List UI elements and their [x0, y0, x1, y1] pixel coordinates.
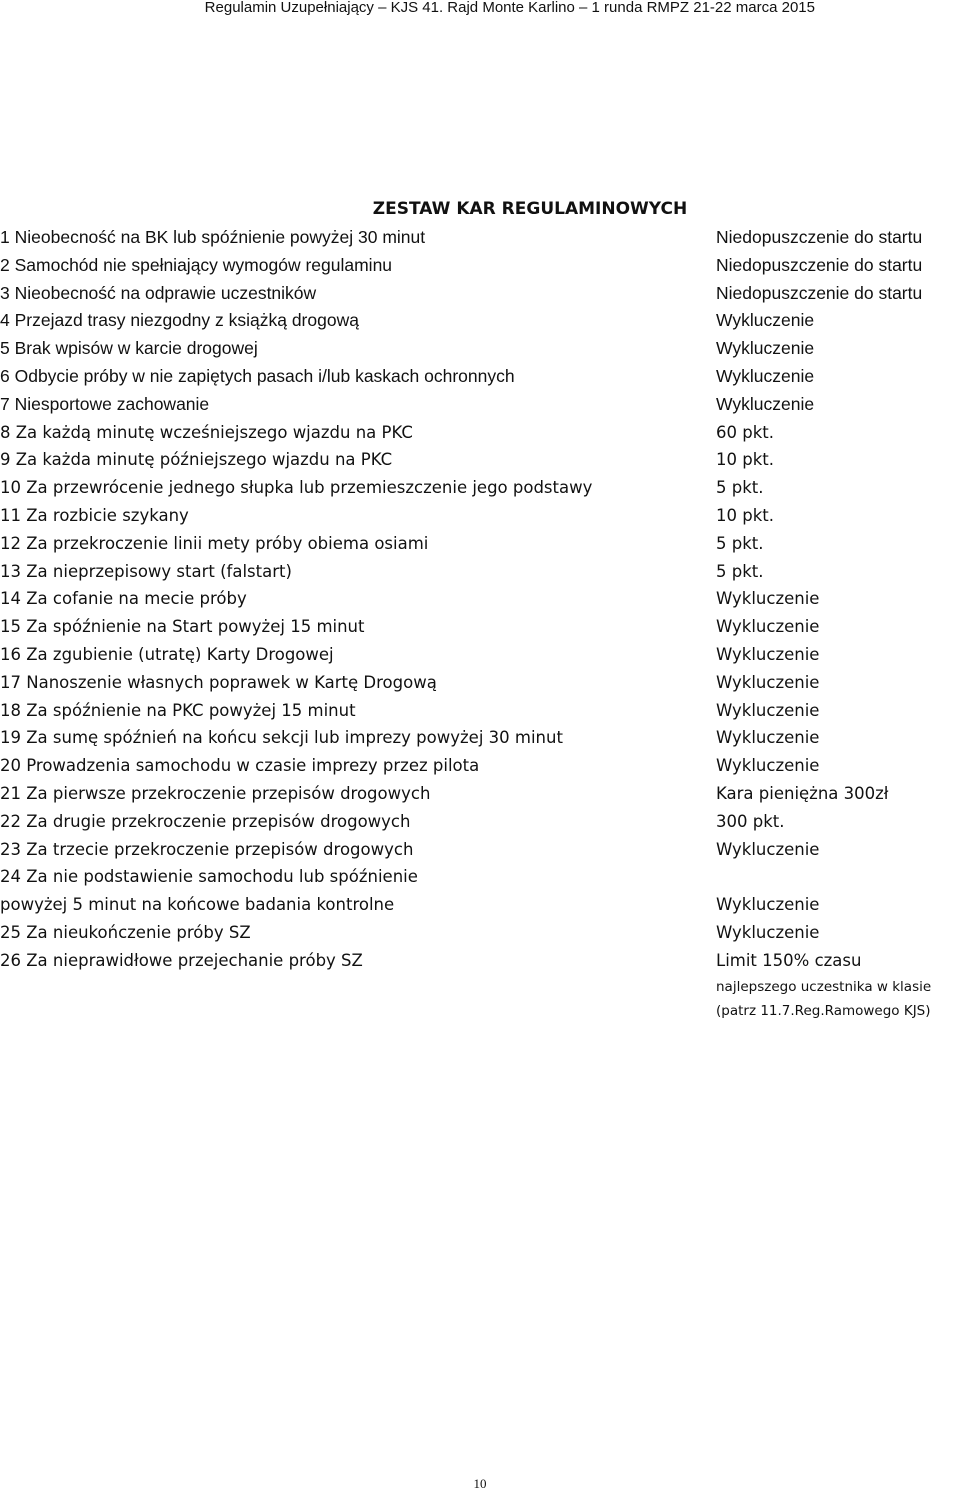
- penalty-value: Wykluczenie: [716, 839, 820, 859]
- penalty-number: 25: [0, 922, 27, 942]
- penalty-description: Za przekroczenie linii mety próby obiema osiami: [26, 533, 429, 553]
- penalty-description: Nieobecność na BK lub spóźnienie powyżej 30 minut: [14, 227, 426, 247]
- penalty-description: Odbycie próby w nie zapiętych pasach i/lub kaskach ochronnych: [14, 365, 515, 386]
- penalty-number: 24: [0, 867, 27, 887]
- penalty-row: [0, 808, 960, 836]
- penalty-row: [0, 585, 960, 613]
- penalty-row: [0, 363, 960, 391]
- penalty-number: 14: [0, 589, 27, 609]
- penalty-description: Za cofanie na mecie próby: [26, 589, 247, 609]
- penalty-value: Wykluczenie: [716, 922, 820, 942]
- penalty-row: [0, 391, 960, 419]
- penalty-value: Niedopuszczenie do startu: [716, 254, 923, 275]
- penalty-value: Wykluczenie: [716, 756, 820, 776]
- penalty-row: [0, 891, 960, 919]
- penalty-number: 9: [0, 450, 16, 470]
- penalty-number: 23: [0, 839, 27, 859]
- penalty-number: 13: [0, 561, 27, 581]
- penalty-description: Za nieprawidłowe przejechanie próby SZ: [26, 950, 363, 970]
- penalty-description: Za rozbicie szykany: [26, 505, 189, 525]
- penalty-description: Za nieprzepisowy start (falstart): [26, 561, 292, 581]
- penalty-list: [0, 224, 960, 975]
- penalty-number: 5: [0, 338, 15, 359]
- penalty-value: 10 pkt.: [716, 450, 774, 470]
- penalty-value: 10 pkt.: [716, 505, 774, 525]
- page-number: 10: [473, 1476, 487, 1491]
- penalty-description: Za trzecie przekroczenie przepisów drogowych: [26, 839, 414, 859]
- penalty-description: Za nieukończenie próby SZ: [26, 922, 251, 942]
- penalty-description: Za zgubienie (utratę) Karty Drogowej: [26, 644, 334, 664]
- penalty-description: Za nie podstawienie samochodu lub spóźnienie: [26, 867, 418, 887]
- penalty-row: [0, 697, 960, 725]
- penalty-row: [0, 863, 960, 891]
- penalty-description: powyżej 5 minut na końcowe badania kontrolne: [0, 895, 395, 915]
- penalty-description: Za sumę spóźnień na końcu sekcji lub imprezy powyżej 30 minut: [26, 728, 563, 748]
- page-header: Regulamin Uzupełniający – KJS 41. Rajd Monte Karlino – 1 runda RMPZ 21-22 marca 2015: [204, 0, 815, 16]
- penalty-row: [0, 724, 960, 752]
- penalty-number: 22: [0, 811, 27, 831]
- penalty-row: [0, 641, 960, 669]
- penalty-description: Za pierwsze przekroczenie przepisów drogowych: [26, 783, 431, 803]
- penalty-row: [0, 446, 960, 474]
- penalty-number: 3: [0, 282, 15, 303]
- penalty-row: [0, 252, 960, 280]
- penalty-row: [0, 558, 960, 586]
- penalty-value: Wykluczenie: [716, 617, 820, 637]
- penalty-row: [0, 919, 960, 947]
- penalty-row: [0, 307, 960, 335]
- penalty-row: [0, 613, 960, 641]
- penalty-description: Za drugie przekroczenie przepisów drogowych: [26, 811, 411, 831]
- penalty-number: 19: [0, 728, 27, 748]
- penalty-number: 16: [0, 644, 27, 664]
- penalty-note-line: (patrz 11.7.Reg.Ramowego KJS): [716, 1003, 931, 1019]
- penalty-number: 17: [0, 672, 27, 692]
- penalty-row: [0, 947, 960, 975]
- penalty-description: Niesportowe zachowanie: [14, 393, 210, 414]
- penalty-note-line: najlepszego uczestnika w klasie: [716, 979, 932, 995]
- penalty-row: [0, 752, 960, 780]
- penalty-number: 20: [0, 756, 27, 776]
- penalty-number: 4: [0, 310, 15, 331]
- penalty-row: [0, 419, 960, 447]
- penalty-number: 7: [0, 393, 15, 414]
- penalty-description: Za każdą minutę wcześniejszego wjazdu na PKC: [15, 422, 413, 442]
- penalty-value: Wykluczenie: [716, 338, 815, 359]
- penalty-row: [0, 224, 960, 252]
- penalty-value: Wykluczenie: [716, 644, 820, 664]
- penalty-row: [0, 280, 960, 308]
- penalty-number: 12: [0, 533, 27, 553]
- penalty-row: [0, 530, 960, 558]
- penalty-description: Za spóźnienie na PKC powyżej 15 minut: [26, 700, 356, 720]
- penalty-number: 1: [0, 227, 15, 247]
- penalty-number: 15: [0, 617, 27, 637]
- penalty-value: Wykluczenie: [716, 700, 820, 720]
- penalty-value: Wykluczenie: [716, 393, 815, 414]
- penalty-description: Brak wpisów w karcie drogowej: [14, 338, 258, 359]
- penalty-number: 11: [0, 505, 27, 525]
- penalty-description: Za przewrócenie jednego słupka lub przemieszczenie jego podstawy: [26, 478, 593, 498]
- penalty-number: 8: [0, 422, 16, 442]
- document-title: ZESTAW KAR REGULAMINOWYCH: [372, 199, 688, 219]
- penalty-number: 2: [0, 254, 15, 275]
- penalty-row: [0, 502, 960, 530]
- penalty-description: Nieobecność na odprawie uczestników: [14, 282, 317, 303]
- penalty-row: [0, 669, 960, 697]
- penalty-description: Prowadzenia samochodu w czasie imprezy przez pilota: [26, 756, 480, 776]
- penalty-value: Limit 150% czasu: [716, 950, 862, 970]
- penalty-value: Wykluczenie: [716, 672, 820, 692]
- penalty-row: [0, 836, 960, 864]
- penalty-value: 5 pkt.: [716, 561, 764, 581]
- penalty-value: 5 pkt.: [716, 478, 764, 498]
- penalty-number: 26: [0, 950, 27, 970]
- penalty-number: 10: [0, 478, 27, 498]
- penalty-value: Wykluczenie: [716, 310, 815, 331]
- penalty-description: Przejazd trasy niezgodny z książką drogową: [14, 310, 359, 331]
- penalty-value: 300 pkt.: [716, 811, 785, 831]
- penalty-value: Wykluczenie: [716, 895, 820, 915]
- penalty-number: 6: [0, 365, 15, 386]
- penalty-row: [0, 335, 960, 363]
- penalty-value: Niedopuszczenie do startu: [716, 227, 923, 247]
- penalty-description: Samochód nie spełniający wymogów regulaminu: [14, 254, 393, 275]
- penalty-value: Wykluczenie: [716, 728, 820, 748]
- penalty-number: 21: [0, 783, 27, 803]
- penalty-description: Za każda minutę późniejszego wjazdu na PKC: [15, 450, 393, 470]
- penalty-value: Wykluczenie: [716, 365, 815, 386]
- penalty-value: Wykluczenie: [716, 589, 820, 609]
- penalty-value: 60 pkt.: [716, 422, 774, 442]
- penalty-value: 5 pkt.: [716, 533, 764, 553]
- penalty-row: [0, 780, 960, 808]
- penalty-description: Za spóźnienie na Start powyżej 15 minut: [26, 617, 365, 637]
- penalty-description: Nanoszenie własnych poprawek w Kartę Drogową: [26, 672, 437, 692]
- penalty-row: [0, 474, 960, 502]
- penalty-value: Niedopuszczenie do startu: [716, 282, 923, 303]
- penalty-number: 18: [0, 700, 27, 720]
- penalty-value: Kara pieniężna 300zł: [716, 783, 889, 803]
